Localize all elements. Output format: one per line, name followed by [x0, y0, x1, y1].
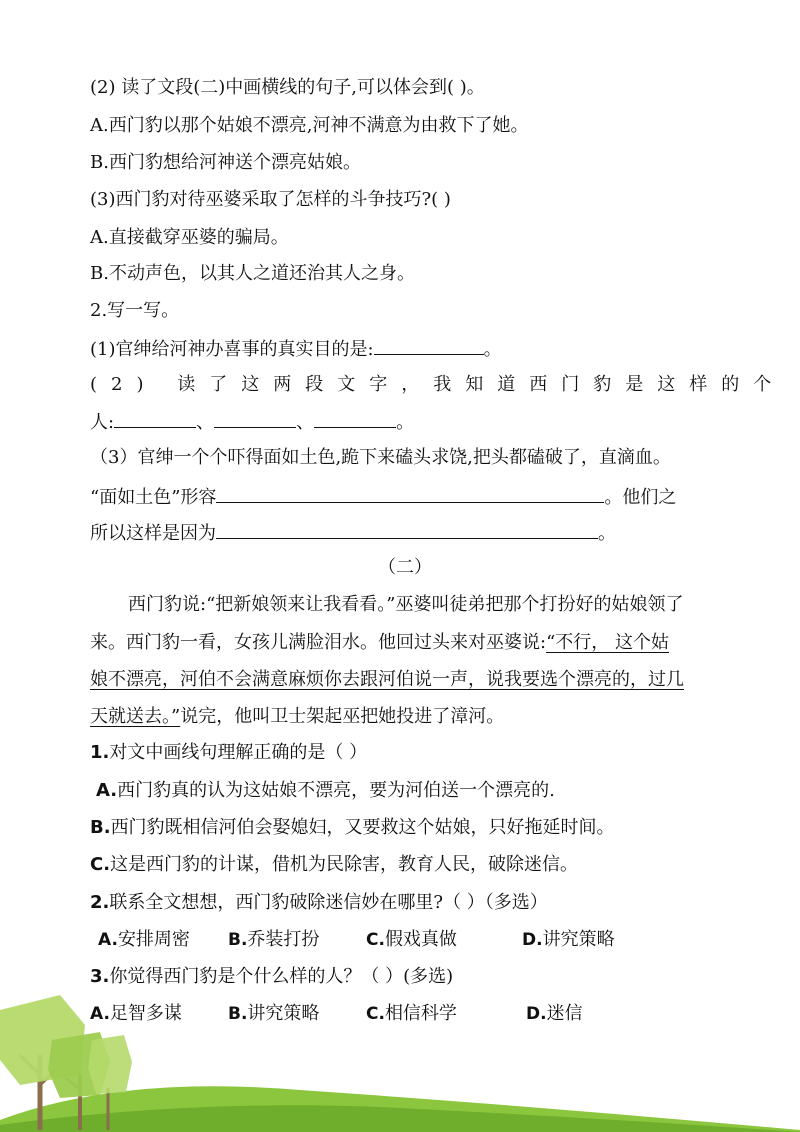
write-q3-prefix-2: 所以这样是因为: [90, 523, 216, 544]
s2-q2-text: 联系全文想想，西门豹破除迷信妙在哪里?（ ）（多选）: [109, 892, 548, 913]
passage-underlined-1: “不行， 这个姑: [546, 632, 669, 653]
s2-q3-option-d: [526, 1002, 583, 1026]
passage-line-2: [90, 631, 669, 655]
s2-q3-a-text: 足智多谋: [109, 1003, 182, 1024]
s2-q2-d-text: 讲究策略: [542, 929, 615, 950]
s2-q2-a-text: 安排周密: [117, 929, 190, 950]
passage-line-2-text: 来。西门豹一看，女孩儿满脸泪水。他回过头来对巫婆说:: [90, 632, 547, 653]
s2-q1-a-text: 西门豹真的认为这姑娘不漂亮，要为河伯送一个漂亮的.: [117, 780, 555, 801]
s2-q1-c-label: C.: [90, 854, 111, 875]
q3-option-b: B.不动声色，以其人之道还治其人之身。: [90, 263, 415, 284]
s2-q2-option-a: [98, 928, 190, 952]
s2-q1-option-c: [90, 853, 578, 877]
s2-q2-option-b: [228, 928, 319, 952]
q3-stem: (3)西门豹对待巫婆采取了怎样的斗争技巧?( ): [90, 189, 451, 210]
s2-q1-number: 1.: [90, 742, 110, 763]
passage-underlined-2: 娘不漂亮，河伯不会满意麻烦你去跟河伯说一声，说我要选个漂亮的，过几: [90, 669, 684, 690]
write-q1-end: 。: [483, 339, 502, 360]
write-q1: [90, 336, 502, 362]
s2-q3-c-text: 相信科学: [384, 1003, 457, 1024]
section-heading: （二）: [378, 557, 432, 578]
q2-option-a: A.西门豹以那个姑娘不漂亮,河神不满意为由救下了她。: [90, 115, 529, 136]
q2-option-b: B.西门豹想给河神送个漂亮姑娘。: [90, 152, 361, 173]
s2-q3-b-label: B.: [228, 1004, 248, 1024]
s2-q2-option-d: [522, 928, 615, 952]
s2-q2-c-text: 假戏真做: [384, 929, 457, 950]
q3-option-a: A.直接截穿巫婆的骗局。: [90, 227, 289, 248]
write-q2-sep-1: 、: [196, 412, 215, 433]
s2-q2-c-label: C.: [366, 930, 385, 950]
passage-line-1: 西门豹说:“把新娘领来让我看看。”巫婆叫徒弟把那个打扮好的姑娘领了: [128, 594, 684, 615]
write-q2-line2: [90, 409, 414, 435]
s2-q2-a-label: A.: [98, 930, 118, 950]
s2-q2-option-c: [366, 928, 457, 952]
s2-q1-b-text: 西门豹既相信河伯会娶媳妇，又要救这个姑娘，只好拖延时间。: [110, 817, 615, 838]
passage-line-4-text: 说完，他叫卫士架起巫把她投进了漳河。: [180, 706, 505, 727]
s2-q1-a-label: A.: [96, 780, 118, 801]
s2-q2-number: 2.: [90, 892, 110, 913]
s2-q3-option-b: [228, 1002, 319, 1026]
s2-q3-d-label: D.: [526, 1004, 547, 1024]
s2-q3-text: 你觉得西门豹是个什么样的人？（ ）(多选): [109, 966, 454, 987]
passage-line-4: [90, 705, 504, 729]
s2-q3-number: 3.: [90, 966, 110, 987]
write-q3-mid: 。他们之: [604, 487, 677, 508]
write-q2-blank-2[interactable]: [214, 409, 296, 428]
write-q2-end: 。: [396, 412, 415, 433]
write-q3-line1: （3）官绅一个个吓得面如土色,跪下来磕头求饶,把头都磕破了，直滴血。: [90, 447, 671, 468]
write-q1-blank[interactable]: [374, 336, 484, 355]
s2-q3-d-text: 迷信: [546, 1003, 583, 1024]
s2-q3-a-label: A.: [90, 1004, 110, 1024]
write-q2-line1: (2) 读了这两段文字，我知道西门豹是这样的个: [90, 374, 786, 395]
passage-underlined-3: 天就送去。”: [90, 706, 181, 727]
write-q2-blank-1[interactable]: [114, 409, 196, 428]
s2-q3-b-text: 讲究策略: [247, 1003, 320, 1024]
s2-q3-c-label: C.: [366, 1004, 385, 1024]
s2-q3-option-a: [90, 1002, 182, 1026]
s2-q1-c-text: 这是西门豹的计谋，借机为民除害，教育人民，破除迷信。: [110, 854, 579, 875]
s2-q1-text: 对文中画线句理解正确的是（ ）: [109, 742, 368, 763]
s2-q3-option-c: [366, 1002, 457, 1026]
s2-q2-b-text: 乔装打扮: [247, 929, 320, 950]
s2-q1-b-label: B.: [90, 817, 111, 838]
write-title: 2.写一写。: [90, 300, 180, 321]
write-q1-text: (1)官绅给河神办喜事的真实目的是:: [90, 339, 374, 360]
s2-q2-d-label: D.: [522, 930, 543, 950]
write-q2-prefix: 人:: [90, 412, 115, 433]
write-q3-blank-2[interactable]: [216, 520, 598, 539]
write-q3-prefix: “面如土色”形容: [90, 487, 217, 508]
s2-q2-stem: [90, 891, 548, 915]
q2-stem: (2) 读了文段(二)中画横线的句子,可以体会到( )。: [90, 77, 485, 98]
write-q3-line2: [90, 484, 676, 510]
write-q2-blank-3[interactable]: [314, 409, 396, 428]
s2-q1-option-a: [96, 779, 555, 803]
write-q3-blank-1[interactable]: [216, 484, 604, 503]
write-q3-end: 。: [598, 523, 616, 544]
write-q3-line3: [90, 520, 616, 546]
s2-q1-option-b: [90, 816, 615, 840]
s2-q2-b-label: B.: [228, 930, 248, 950]
s2-q1-stem: [90, 741, 367, 765]
write-q2-sep-2: 、: [296, 412, 315, 433]
